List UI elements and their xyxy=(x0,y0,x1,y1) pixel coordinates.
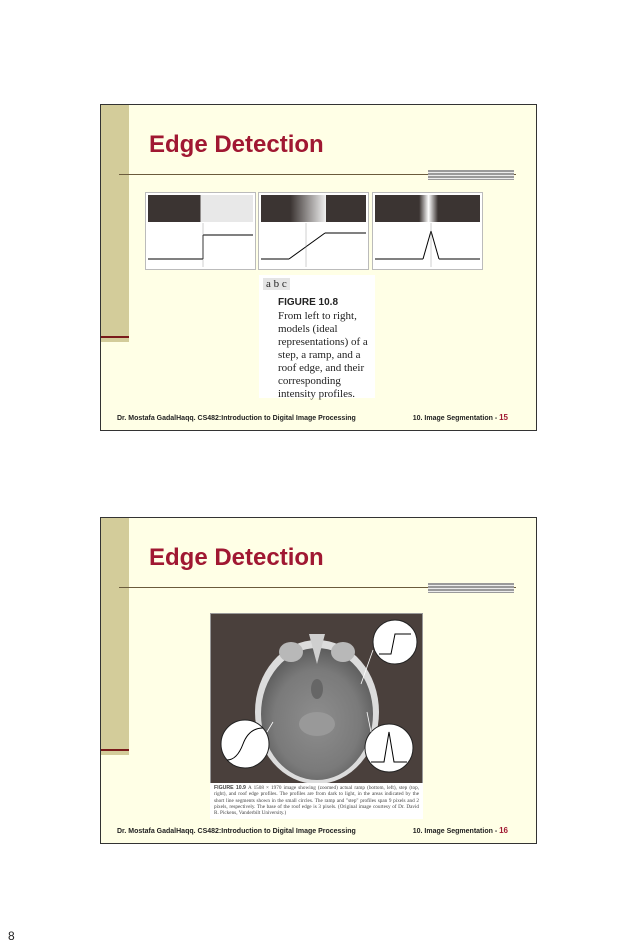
accent-line xyxy=(101,749,129,751)
figure-labels: a b c xyxy=(263,278,290,290)
slide-number: 16 xyxy=(499,826,508,835)
stripes-decoration xyxy=(428,583,514,593)
roof-profile-plot xyxy=(375,223,480,267)
roof-edge-figure xyxy=(372,192,483,270)
side-bar xyxy=(101,518,129,755)
figure-number: FIGURE 10.8 xyxy=(278,297,339,308)
figure-caption-box xyxy=(259,275,375,398)
ramp-edge-image xyxy=(261,195,366,222)
ct-scan-image xyxy=(211,614,422,784)
slide-15 xyxy=(100,104,537,431)
ramp-edge-figure xyxy=(258,192,369,270)
footer-author: Dr. Mostafa GadalHaqq. CS482:Introduction to Digital Image Processing xyxy=(117,828,356,835)
footer-section-label: 10. Image Segmentation - xyxy=(412,828,500,835)
figure-number: FIGURE 10.9 xyxy=(214,785,246,791)
slide-number: 15 xyxy=(499,413,508,422)
footer-section xyxy=(413,826,508,835)
slide-16 xyxy=(100,517,537,844)
footer-author: Dr. Mostafa GadalHaqq. CS482:Introduction to Digital Image Processing xyxy=(117,415,356,422)
step-profile-plot xyxy=(148,223,253,267)
step-edge-image xyxy=(148,195,253,222)
roof-edge-image xyxy=(375,195,480,222)
ramp-profile-plot xyxy=(261,223,366,267)
accent-line xyxy=(101,336,129,338)
footer-section xyxy=(413,413,508,422)
footer-section-label: 10. Image Segmentation - xyxy=(412,415,500,422)
figure-caption: From left to right, models (ideal representations) of a step, a ramp, and a roof edge, and their corresponding intensity profiles. xyxy=(278,310,368,400)
page-number: 8 xyxy=(8,929,15,943)
figure-caption: A 1508 × 1970 image showing (zoomed) actual ramp (bottom, left), step (top, right), and roof edge profiles. The profiles are from dark to light, in the areas indicated by the short line segments shown in the small circles. The ramp and "step" profiles span 9 pixels and 2 pixels, respectively. The base of the roof edge is 3 pixels. (Original image courtesy of Dr. David R. Pickens, Vanderbilt University.) xyxy=(214,785,420,817)
step-edge-figure xyxy=(145,192,256,270)
figure-caption-box xyxy=(210,783,423,819)
stripes-decoration xyxy=(428,170,514,180)
side-bar xyxy=(101,105,129,342)
ct-scan-figure xyxy=(210,613,423,798)
slide-title: Edge Detection xyxy=(149,544,324,571)
slide-title: Edge Detection xyxy=(149,131,324,158)
